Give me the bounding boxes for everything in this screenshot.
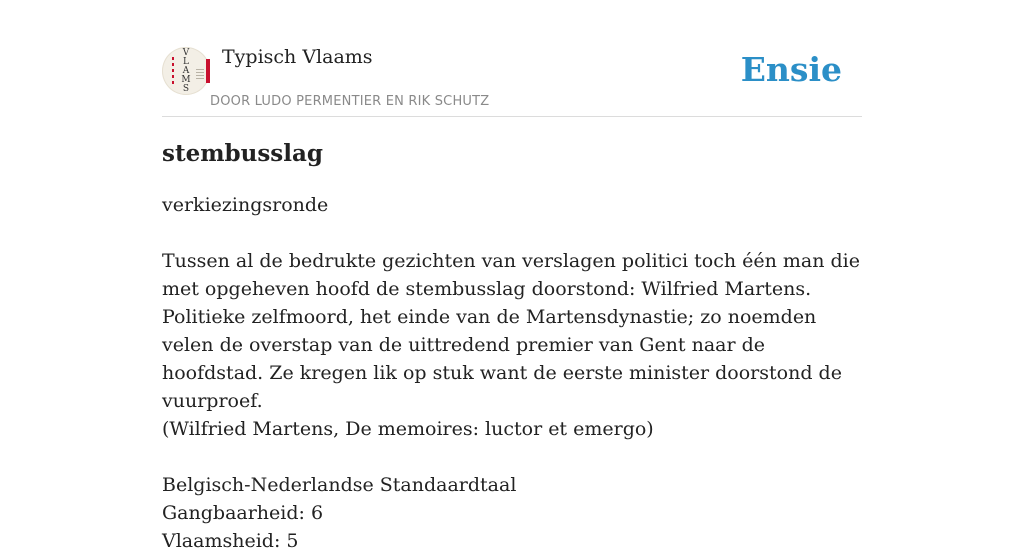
author-byline: DOOR LUDO PERMENTIER EN RIK SCHUTZ xyxy=(210,94,490,109)
entry-language: Belgisch-Nederlandse Standaardtaal xyxy=(162,474,517,496)
entry-content xyxy=(162,138,862,555)
book-title-link[interactable]: Typisch Vlaams xyxy=(222,46,373,68)
entry-vlaamsheid: Vlaamsheid: 5 xyxy=(162,530,299,552)
logo-letter: V xyxy=(182,48,190,58)
logo-letter: M xyxy=(181,75,191,85)
book-cover-logo-icon[interactable] xyxy=(162,47,210,95)
logo-red-marks xyxy=(172,57,174,87)
entry-definition: verkiezingsronde xyxy=(162,194,329,216)
spacer xyxy=(162,219,862,247)
logo-letter: L xyxy=(183,57,189,67)
logo-letters xyxy=(176,49,196,94)
logo-letter: S xyxy=(182,84,190,94)
header xyxy=(162,44,862,117)
entry-source: (Wilfried Martens, De memoires: luctor et emergo) xyxy=(162,418,654,440)
logo-letter: A xyxy=(182,66,190,76)
entry-term: stembusslag xyxy=(162,140,323,167)
logo-text-lines xyxy=(196,69,204,81)
spacer xyxy=(162,443,862,471)
entry-gangbaarheid: Gangbaarheid: 6 xyxy=(162,502,324,524)
entry-quote: Tussen al de bedrukte gezichten van verslagen politici toch één man die met opgeheven hoofd de stembusslag doorstond: Wilfried Martens. Politieke zelfmoord, het einde van de Martensdynastie; zo noemden velen de overstap van de uittredend premier van Gent naar de hoofdstad. Ze kregen lik op stuk want de eerste minister doorstond de vuurproef. xyxy=(162,250,860,412)
logo-red-bar xyxy=(206,59,210,83)
ensie-logo-link[interactable]: Ensie xyxy=(740,50,842,89)
